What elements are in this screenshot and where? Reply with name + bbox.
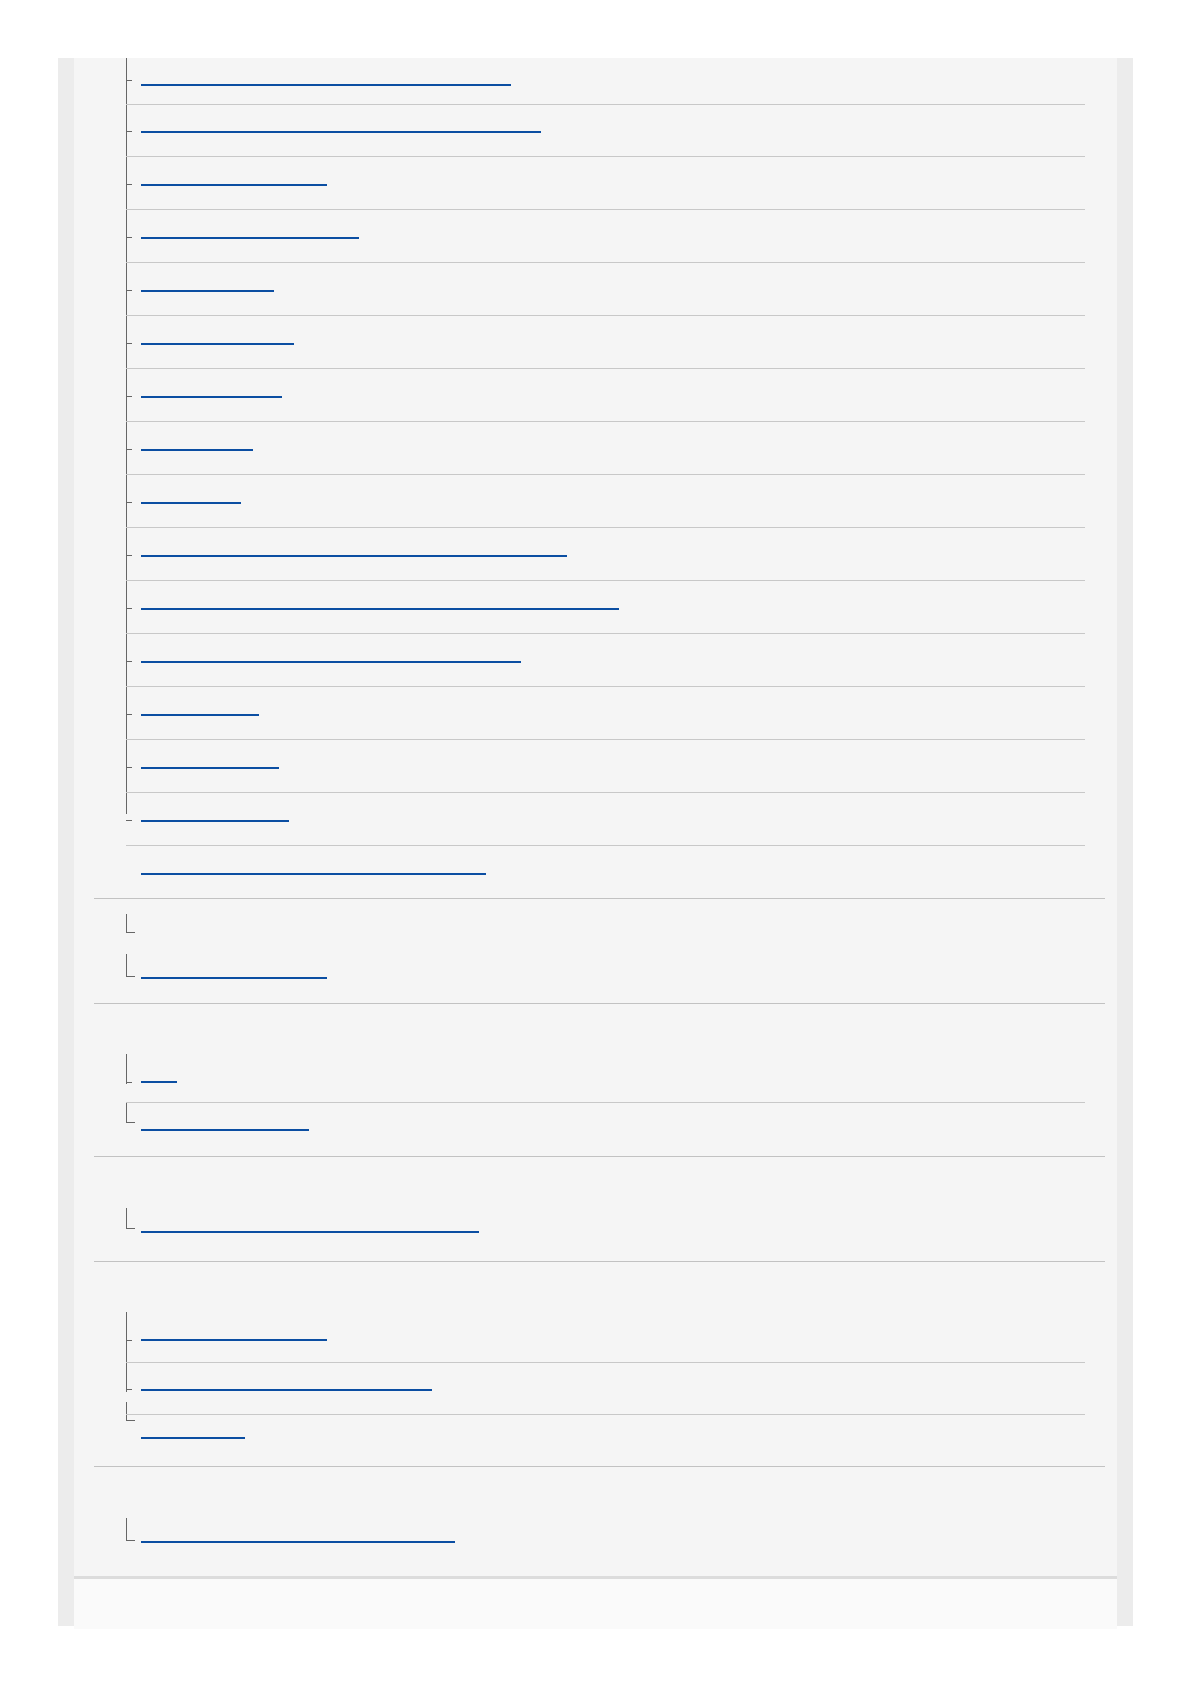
toc-link-row[interactable] (126, 634, 1085, 687)
tree-tick (126, 343, 132, 344)
toc-link-row[interactable] (126, 1362, 1085, 1415)
toc-link[interactable] (141, 84, 511, 86)
tree-tick (126, 396, 132, 397)
next-panel (74, 1576, 1117, 1629)
document-page (58, 58, 1133, 1626)
toc-link-row[interactable] (126, 528, 1085, 581)
toc-link[interactable] (141, 449, 253, 451)
tree-tick (126, 290, 132, 291)
tree-tick (126, 608, 132, 609)
toc-link[interactable] (141, 1541, 455, 1543)
tree-tick (126, 820, 132, 821)
tree-tick (126, 131, 132, 132)
toc-section-3 (126, 1054, 1085, 1152)
tree-tick (126, 1340, 132, 1341)
toc-section-5 (126, 1312, 1085, 1462)
section-divider (94, 898, 1105, 899)
toc-link[interactable] (141, 1129, 309, 1131)
toc-link-row[interactable] (126, 157, 1085, 210)
toc-link-row[interactable] (126, 58, 1085, 105)
toc-link-row[interactable] (126, 422, 1085, 475)
toc-link[interactable] (141, 555, 567, 557)
toc-link-row[interactable] (126, 950, 1085, 1002)
toc-link-row[interactable] (126, 846, 1085, 898)
toc-link-row[interactable] (126, 369, 1085, 422)
section-divider (94, 1003, 1105, 1004)
section-divider (94, 1156, 1105, 1157)
toc-link[interactable] (141, 502, 241, 504)
tree-tick (126, 555, 132, 556)
toc-link-row[interactable] (126, 1204, 1085, 1256)
toc-link-row[interactable] (126, 316, 1085, 369)
toc-link[interactable] (141, 1339, 327, 1341)
tree-tick (126, 1082, 132, 1083)
toc-link-row[interactable] (126, 793, 1085, 846)
toc-link[interactable] (141, 1231, 479, 1233)
toc-section-6 (126, 1514, 1085, 1566)
toc-link[interactable] (141, 873, 486, 875)
toc-link-row[interactable] (126, 104, 1085, 157)
toc-link[interactable] (141, 820, 289, 822)
toc-link[interactable] (141, 131, 541, 133)
toc-link[interactable] (141, 661, 521, 663)
tree-tick (126, 661, 132, 662)
section-divider (94, 1261, 1105, 1262)
tree-tick (126, 80, 132, 81)
toc-link[interactable] (141, 396, 282, 398)
toc-link[interactable] (141, 1437, 245, 1439)
tree-tick (126, 449, 132, 450)
toc-link[interactable] (141, 290, 274, 292)
toc-link-row[interactable] (126, 1514, 1085, 1566)
tree-tick (126, 184, 132, 185)
toc-link-row[interactable] (126, 1415, 1085, 1461)
toc-section-4 (126, 1204, 1085, 1256)
toc-link-row[interactable] (126, 1102, 1085, 1152)
toc-link-row[interactable] (126, 1312, 1085, 1363)
toc-link-row[interactable] (126, 1054, 1085, 1103)
toc-link-row[interactable] (126, 475, 1085, 528)
toc-section-1 (126, 58, 1085, 834)
toc-link[interactable] (141, 977, 327, 979)
tree-end-bracket (126, 914, 135, 933)
toc-link[interactable] (141, 237, 359, 239)
toc-link-row[interactable] (126, 263, 1085, 316)
toc-link[interactable] (141, 1389, 432, 1391)
toc-link-row[interactable] (126, 687, 1085, 740)
tree-tick (126, 1389, 132, 1390)
toc-link[interactable] (141, 714, 259, 716)
tree-tick (126, 502, 132, 503)
toc-link[interactable] (141, 343, 294, 345)
tree-tick (126, 237, 132, 238)
toc-link[interactable] (141, 608, 619, 610)
section-divider (94, 1466, 1105, 1467)
tree-tick (126, 714, 132, 715)
toc-link-row[interactable] (126, 581, 1085, 634)
toc-link[interactable] (141, 767, 279, 769)
toc-section-2 (126, 950, 1085, 1002)
toc-panel (74, 58, 1117, 1576)
toc-link-row[interactable] (126, 740, 1085, 793)
toc-link[interactable] (141, 184, 327, 186)
toc-section-1-last (126, 846, 1085, 898)
toc-link-row[interactable] (126, 210, 1085, 263)
toc-link[interactable] (141, 1081, 177, 1083)
tree-tick (126, 767, 132, 768)
